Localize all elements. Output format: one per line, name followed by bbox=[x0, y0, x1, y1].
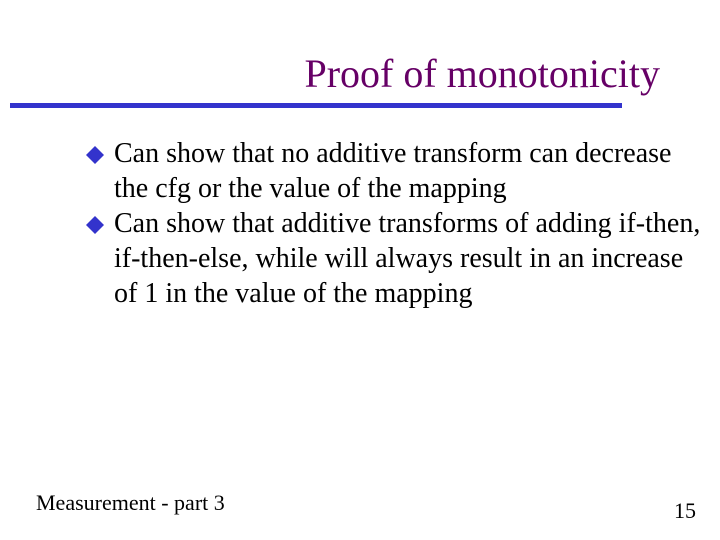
bullet-item bbox=[82, 206, 702, 311]
title-underline bbox=[10, 103, 622, 108]
bullet-text: Can show that additive transforms of adding if-then, if-then-else, while will always result in an increase of 1 in the value of the mapping bbox=[114, 208, 701, 309]
page-number: 15 bbox=[674, 498, 696, 523]
slide-title: Proof of monotonicity bbox=[304, 51, 660, 96]
bullet-list bbox=[82, 136, 702, 311]
bullet-text: Can show that no additive transform can decrease the cfg or the value of the mapping bbox=[114, 138, 672, 204]
diamond-bullet-icon bbox=[86, 216, 104, 234]
footer-text: Measurement - part 3 bbox=[36, 490, 225, 515]
diamond-bullet-icon bbox=[86, 146, 104, 164]
bullet-item bbox=[82, 136, 702, 206]
